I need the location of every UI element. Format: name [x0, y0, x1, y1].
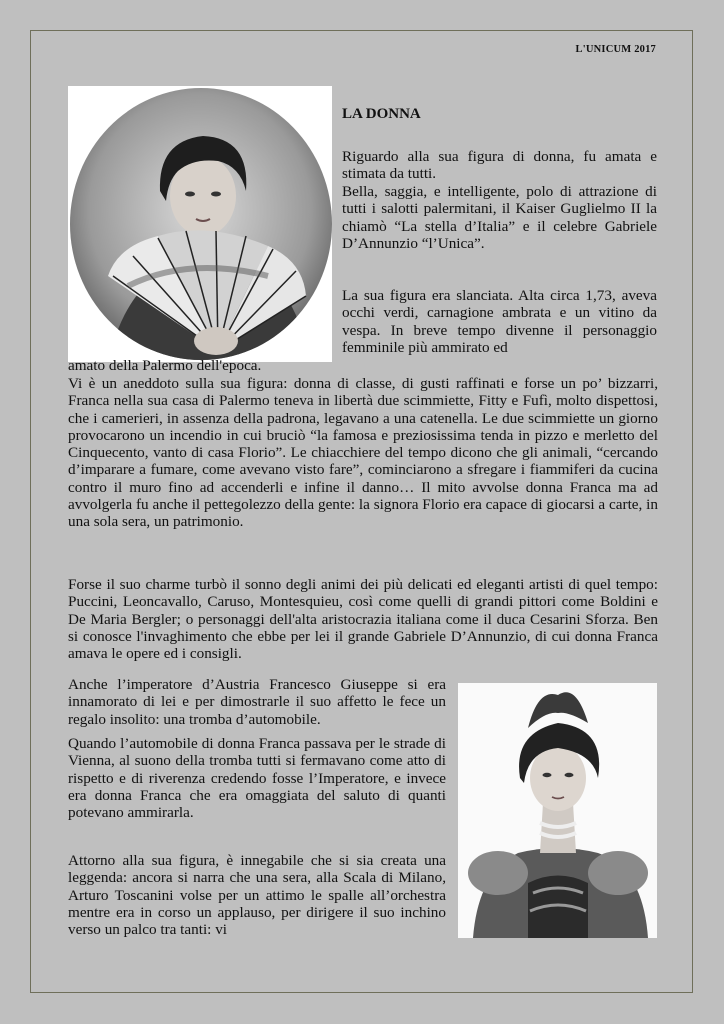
paragraph-anecdote: Vi è un aneddoto sulla sua figura: donna di classe, di gusti raffinati e forse un po’ bizzarri, Franca nella sua casa di Palermo teneva in libertà due scimmiette, Fitty e Fufì, molto dispettosi, che i camerieri, in assenza della padrona, legavano a una catenella. Le due scimmiette un giorno provocarono un incendio in cui bruciò “la famosa e preziosissima tenda in pizzo e merletto del Cinquecento, vanto di casa Florio”. Le chiacchiere del tempo dicono che gli animali, “cercando d’imparare a fumare, come avevano visto fare”, cominciarono a sfregare i fiammiferi da cucina contro il muro fino ad accenderli e infine il danno… Il mito avvolse donna Franca ma ad avvolgerla fu anche il pettegolezzo della gente: la signora Florio era capace di giocarsi a carte, in una sola sera, un patrimonio.	[68, 375, 658, 531]
portrait-hat-image	[458, 683, 657, 938]
portrait-fan-image	[68, 86, 332, 362]
publication-header: L'UNICUM 2017	[575, 44, 656, 55]
paragraph-emperor: Anche l’imperatore d’Austria Francesco Giuseppe si era innamorato di lei e per dimostrarle il suo affetto le fece un regalo insolito: una tromba d’automobile.	[68, 676, 446, 728]
paragraph-intro: Riguardo alla sua figura di donna, fu amata e stimata da tutti.	[342, 148, 657, 183]
paragraph-legend: Attorno alla sua figura, è innegabile che si sia creata una leggenda: ancora si narra che una sera, alla Scala di Milano, Arturo Toscanini volse per un attimo le spalle all’orchestra mentre era in corso un applauso, per dirigere il suo inchino verso un palco tra tanti: vi	[68, 852, 446, 939]
portrait-photo-with-hat	[458, 683, 657, 938]
paragraph-qualities: Bella, saggia, e intelligente, polo di attrazione di tutti i salotti palermitani, il Kaiser Guglielmo II la chiamò “La stella d’Italia” e il celebre Gabriele D’Annunzio “l’Unica”.	[342, 183, 657, 252]
paragraph-charme: Forse il suo charme turbò il sonno degli animi dei più delicati ed eleganti artisti di quel tempo: Puccini, Leoncavallo, Caruso, Montesquieu, così come quelli di grandi pittori come Boldini e De Maria Bergler; o personaggi dell'alta aristocrazia italiana come il duca Cesarini Sforza. Ben si conosce l'invaghimento che ebbe per lei il grande Gabriele D’Annunzio, di cui donna Franca amava le opere ed i consigli.	[68, 576, 658, 663]
paragraph-vienna: Quando l’automobile di donna Franca passava per le strade di Vienna, al suono della tromba tutti si fermavano come atto di rispetto e di riverenza credendo fosse l’Imperatore, e invece era donna Franca che era omaggiata del saluto di quanti potevano ammirarla.	[68, 735, 446, 822]
portrait-photo-with-fan	[68, 86, 332, 362]
paragraph-figure-end: amato della Palermo dell'epoca.	[68, 357, 262, 374]
paragraph-figure: La sua figura era slanciata. Alta circa 1,73, aveva occhi verdi, carnagione ambrata e un vitino da vespa. In breve tempo divenne il personaggio femminile più ammirato ed	[342, 287, 657, 356]
article-title: LA DONNA	[342, 106, 421, 122]
